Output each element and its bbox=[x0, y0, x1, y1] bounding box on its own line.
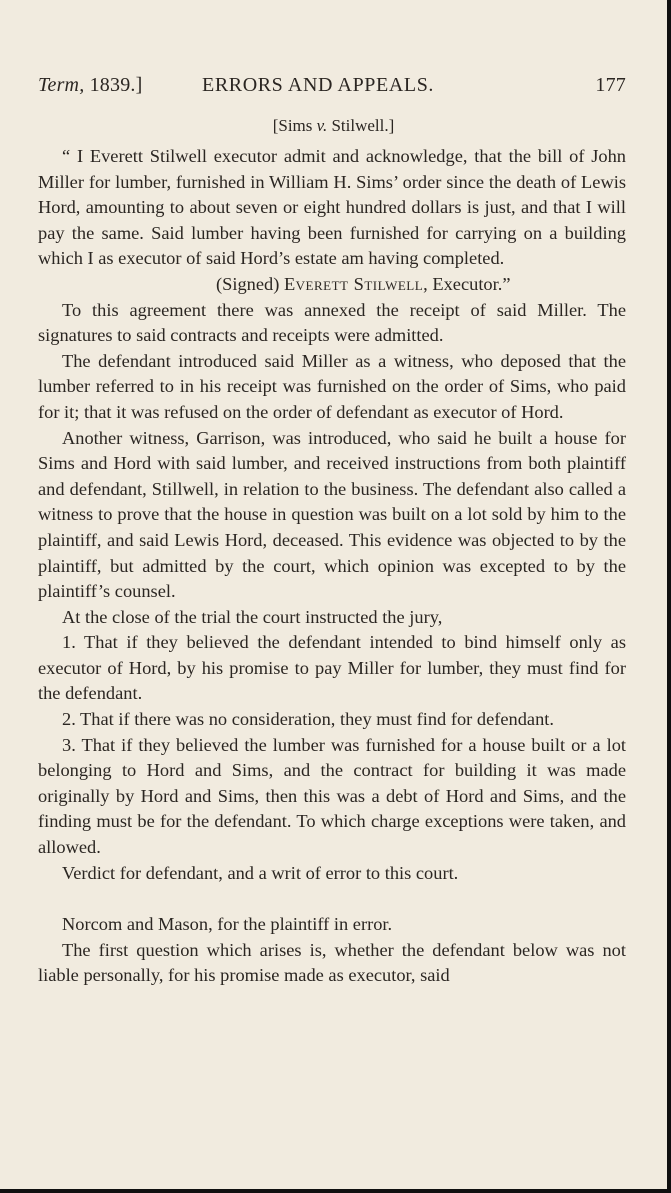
case-ref-open: [Sims bbox=[272, 116, 317, 135]
header-term-italic: Term, bbox=[38, 74, 85, 96]
paragraph-verdict: Verdict for defendant, and a writ of error to this court. bbox=[62, 862, 459, 883]
page-number: 177 bbox=[595, 74, 626, 96]
paragraph-garrison-witness: Another witness, Garrison, was introduced, who said he built a house for Sims and Hord with said lumber, and received instructions from both plaintiff and defendant, Stillwell, in relation to the business. The defendant also called a witness to prove that the house in question was built on a lot sold by him to the plaintiff, and said Lewis Hord, deceased. This evidence was objected to by the plaintiff, but admitted by the court, which opinion was excepted to by the plaintiff’s counsel. bbox=[38, 427, 626, 602]
signature-name: Everett Stilwell bbox=[283, 273, 424, 294]
case-reference bbox=[0, 116, 667, 136]
paragraph-instruction-3: 3. That if they believed the lumber was furnished for a house built or a lot belonging to Hord and Sims, and the contract for building it was made originally by Hord and Sims, then this was a debt of Hord and Sims, and the finding must be for the defendant. To which charge exceptions were taken, and allowed. bbox=[38, 734, 626, 858]
header-term-year: 1839.] bbox=[89, 74, 143, 96]
page-body bbox=[38, 144, 626, 989]
paragraph-quote: “ I Everett Stilwell executor admit and acknowledge, that the bill of John Miller for lumber, furnished in William H. Sims’ order since the death of Lewis Hord, amounting to about seven or eight hundred dollars is just, and that I will pay the same. Said lumber having been furnished for carrying on a building which I as executor of said Hord’s estate am having completed. bbox=[38, 146, 626, 269]
paragraph-counsel: Norcom and Mason, for the plaintiff in error. bbox=[62, 914, 393, 935]
paragraph-agreement: To this agreement there was annexed the receipt of said Miller. The signatures to said contracts and receipts were admitted. bbox=[38, 299, 626, 346]
paragraph-miller-witness: The defendant introduced said Miller as a witness, who deposed that the lumber referred to in his receipt was furnished on the order of Sims, who paid for it; that it was refused on the order of defendant as executor of Hord. bbox=[38, 350, 626, 422]
paragraph-argument: The first question which arises is, whether the defendant below was not liable personally, for his promise made as executor, said bbox=[38, 939, 626, 986]
header-term bbox=[38, 74, 142, 97]
paragraph-instruction-2: 2. That if there was no consideration, they must find for defendant. bbox=[62, 709, 554, 730]
signature-prefix: (Signed) bbox=[216, 273, 284, 294]
case-ref-v: v. bbox=[316, 116, 328, 135]
paragraph-instruction-1: 1. That if they believed the defendant intended to bind himself only as executor of Hord, by his promise to pay Miller for lumber, they must find for the defendant. bbox=[38, 632, 626, 704]
running-header bbox=[38, 74, 626, 102]
case-ref-close: Stilwell.] bbox=[327, 116, 395, 135]
paragraph-jury-instruction: At the close of the trial the court instructed the jury, bbox=[62, 606, 443, 627]
signature-suffix: , Executor.” bbox=[423, 273, 511, 294]
header-title: ERRORS AND APPEALS. bbox=[202, 74, 435, 96]
section-gap bbox=[38, 886, 626, 912]
signature-line bbox=[38, 272, 626, 298]
